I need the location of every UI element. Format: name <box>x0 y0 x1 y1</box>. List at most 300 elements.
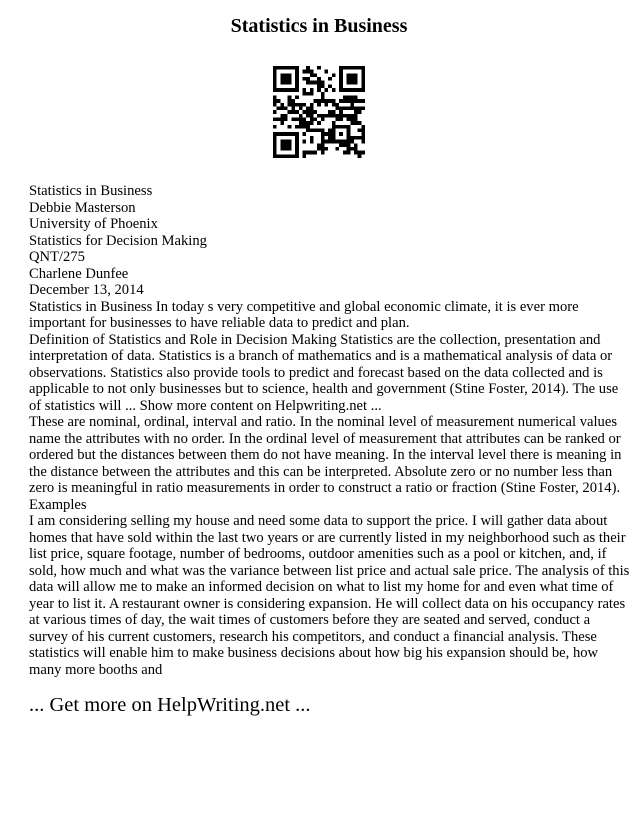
qr-module <box>321 114 325 118</box>
qr-module <box>350 81 354 85</box>
qr-module <box>343 106 347 110</box>
qr-module <box>280 66 284 70</box>
qr-module <box>350 103 354 107</box>
qr-module <box>299 118 303 122</box>
qr-module <box>336 114 340 118</box>
qr-module <box>354 110 358 114</box>
qr-module <box>273 70 277 74</box>
text-line: at various times of day, the wait times of customers before they are seated and served, conduct a <box>29 612 591 628</box>
qr-module <box>317 88 321 92</box>
qr-module <box>317 121 321 125</box>
qr-module <box>288 99 292 103</box>
qr-module <box>343 125 347 129</box>
qr-module <box>325 99 329 103</box>
qr-module <box>317 103 321 107</box>
qr-module <box>273 99 277 103</box>
qr-module <box>299 106 303 110</box>
qr-module <box>302 77 306 81</box>
qr-module <box>339 70 343 74</box>
qr-module <box>284 147 288 151</box>
qr-module <box>347 151 351 155</box>
qr-module <box>306 77 310 81</box>
qr-module <box>273 140 277 144</box>
qr-module <box>273 132 277 136</box>
qr-module <box>284 140 288 144</box>
qr-module <box>343 143 347 147</box>
qr-module <box>288 103 292 107</box>
qr-module <box>284 81 288 85</box>
qr-module <box>280 106 284 110</box>
qr-module <box>347 95 351 99</box>
qr-module <box>347 132 351 136</box>
qr-module <box>310 151 314 155</box>
paragraph-definition <box>29 331 619 415</box>
qr-module <box>361 66 365 70</box>
qr-module <box>302 140 306 144</box>
qr-module <box>317 66 321 70</box>
qr-module <box>332 99 336 103</box>
qr-module <box>347 147 351 151</box>
qr-module <box>339 99 343 103</box>
qr-module <box>284 118 288 122</box>
qr-module <box>306 129 310 133</box>
qr-module <box>280 154 284 158</box>
qr-module <box>328 140 332 144</box>
qr-module <box>288 88 292 92</box>
qr-module <box>339 81 343 85</box>
qr-module <box>306 81 310 85</box>
text-line: homes that have sold within the last two years or are currently listed in my neighborhood such as their <box>29 529 626 546</box>
qr-module <box>313 99 317 103</box>
qr-module <box>284 143 288 147</box>
qr-module <box>325 132 329 136</box>
qr-module <box>325 103 329 107</box>
qr-module <box>358 110 362 114</box>
qr-module <box>332 114 336 118</box>
qr-module <box>347 88 351 92</box>
qr-module <box>277 132 281 136</box>
qr-module <box>273 88 277 92</box>
qr-module <box>273 66 277 70</box>
qr-module <box>284 66 288 70</box>
qr-module <box>350 121 354 125</box>
qr-module <box>347 114 351 118</box>
header-line: Statistics for Decision Making <box>29 232 207 249</box>
qr-module <box>295 77 299 81</box>
qr-module <box>284 106 288 110</box>
qr-module <box>295 81 299 85</box>
text-line: the distance between the attributes and this can be interpreted. Absolute zero or no number less than <box>29 463 613 480</box>
qr-module <box>313 73 317 77</box>
text-line: interpretation of data. Statistics is a branch of mathematics and is a mathematical analysis of data or <box>29 348 613 364</box>
text-line: data will allow me to make an informed decision on what to list my home for and even what time of <box>29 579 614 595</box>
qr-module <box>339 106 343 110</box>
qr-module <box>321 81 325 85</box>
qr-module <box>284 132 288 136</box>
qr-module <box>343 66 347 70</box>
qr-module <box>332 121 336 125</box>
qr-module <box>302 132 306 136</box>
qr-module <box>280 121 284 125</box>
qr-module <box>273 118 277 122</box>
qr-module <box>354 95 358 99</box>
qr-module <box>302 92 306 96</box>
qr-module <box>332 140 336 144</box>
qr-module <box>295 118 299 122</box>
qr-module <box>288 77 292 81</box>
qr-module <box>350 99 354 103</box>
qr-module <box>280 118 284 122</box>
qr-module <box>295 70 299 74</box>
qr-module <box>343 95 347 99</box>
qr-module <box>354 151 358 155</box>
qr-module <box>328 114 332 118</box>
qr-module <box>299 103 303 107</box>
qr-module <box>295 140 299 144</box>
qr-module <box>332 136 336 140</box>
qr-module <box>291 106 295 110</box>
qr-module <box>361 125 365 129</box>
qr-module <box>328 110 332 114</box>
qr-module <box>332 88 336 92</box>
text-line: Statistics in Business In today s very competitive and global economic climate, it is ever more <box>29 298 579 315</box>
text-line: I am considering selling my house and need some data to support the price. I will gather data about <box>29 513 608 529</box>
qr-module <box>288 73 292 77</box>
qr-module <box>358 121 362 125</box>
qr-module <box>361 151 365 155</box>
qr-module <box>291 103 295 107</box>
qr-module <box>343 140 347 144</box>
qr-module <box>339 66 343 70</box>
qr-module <box>302 103 306 107</box>
qr-module <box>321 95 325 99</box>
qr-module <box>288 66 292 70</box>
qr-module <box>295 151 299 155</box>
qr-module <box>313 151 317 155</box>
qr-module <box>321 147 325 151</box>
text-line: These are nominal, ordinal, interval and ratio. In the nominal level of measurement numerical values <box>29 414 617 430</box>
qr-module <box>347 129 351 133</box>
qr-module <box>350 66 354 70</box>
qr-module <box>336 103 340 107</box>
qr-module <box>310 121 314 125</box>
qr-module <box>339 143 343 147</box>
qr-module <box>339 132 343 136</box>
qr-module <box>343 88 347 92</box>
qr-module <box>280 147 284 151</box>
qr-module <box>350 73 354 77</box>
qr-module <box>361 140 365 144</box>
qr-module <box>291 132 295 136</box>
qr-module <box>273 95 277 99</box>
qr-module <box>306 92 310 96</box>
qr-module <box>343 151 347 155</box>
qr-module <box>313 118 317 122</box>
qr-module <box>273 151 277 155</box>
qr-module <box>350 77 354 81</box>
qr-module <box>299 125 303 129</box>
qr-module <box>354 73 358 77</box>
qr-module <box>328 99 332 103</box>
qr-module <box>310 106 314 110</box>
qr-module <box>317 147 321 151</box>
text-line: of statistics will ... Show more content on Helpwriting.net ... <box>29 397 382 414</box>
qr-module <box>358 88 362 92</box>
qr-module <box>288 110 292 114</box>
qr-module <box>332 125 336 129</box>
qr-module <box>291 66 295 70</box>
qr-module <box>347 99 351 103</box>
qr-module <box>277 88 281 92</box>
qr-module <box>328 77 332 81</box>
qr-module <box>295 88 299 92</box>
qr-module <box>325 140 329 144</box>
header-line: December 13, 2014 <box>29 282 144 298</box>
qr-module <box>350 114 354 118</box>
get-more-link[interactable]: ... Get more on HelpWriting.net ... <box>29 694 311 716</box>
page-title: Statistics in Business <box>230 15 408 37</box>
qr-module <box>291 88 295 92</box>
qr-module <box>273 81 277 85</box>
qr-module <box>361 99 365 103</box>
qr-module <box>306 70 310 74</box>
qr-module <box>321 140 325 144</box>
document-body <box>29 183 630 678</box>
qr-module <box>306 106 310 110</box>
qr-module <box>302 154 306 158</box>
qr-module <box>336 118 340 122</box>
qr-module <box>291 110 295 114</box>
text-line: statistics will enable him to make business decisions about how big his expansion should be, how <box>29 645 599 661</box>
text-line: year to list it. A restaurant owner is considering expansion. He will collect data on his occupancy rates <box>29 595 626 612</box>
qr-module <box>325 70 329 74</box>
qr-module <box>354 99 358 103</box>
qr-module <box>291 99 295 103</box>
qr-module <box>313 129 317 133</box>
qr-module <box>347 118 351 122</box>
qr-module <box>361 129 365 133</box>
qr-module <box>280 73 284 77</box>
qr-module <box>361 88 365 92</box>
qr-module <box>339 110 343 114</box>
qr-module <box>295 84 299 88</box>
qr-module <box>339 73 343 77</box>
header-line: Statistics in Business <box>29 183 153 199</box>
qr-module <box>317 77 321 81</box>
qr-module <box>336 106 340 110</box>
text-line: list price, square footage, number of bedrooms, outdoor amenities such as a pool or kitchen, and, if <box>29 546 607 562</box>
qr-module <box>291 154 295 158</box>
qr-module <box>295 143 299 147</box>
qr-module <box>273 154 277 158</box>
qr-module <box>361 84 365 88</box>
qr-code-graphic <box>273 66 365 158</box>
qr-module <box>302 110 306 114</box>
qr-module <box>302 121 306 125</box>
qr-module <box>354 121 358 125</box>
qr-module <box>302 70 306 74</box>
qr-module <box>347 143 351 147</box>
qr-module <box>354 66 358 70</box>
qr-module <box>350 106 354 110</box>
qr-module <box>288 154 292 158</box>
qr-module <box>339 84 343 88</box>
qr-module <box>295 125 299 129</box>
qr-module <box>328 84 332 88</box>
header-line: Charlene Dunfee <box>29 265 129 282</box>
qr-module <box>310 70 314 74</box>
qr-module <box>295 103 299 107</box>
qr-module <box>317 143 321 147</box>
qr-module <box>325 88 329 92</box>
qr-module <box>317 114 321 118</box>
text-line: Definition of Statistics and Role in Decision Making Statistics are the collection, presentation and <box>29 331 601 348</box>
qr-module <box>310 81 314 85</box>
qr-code-image <box>273 66 365 158</box>
qr-module <box>361 77 365 81</box>
qr-module <box>347 66 351 70</box>
qr-module <box>332 132 336 136</box>
qr-module <box>313 81 317 85</box>
qr-module <box>277 118 281 122</box>
qr-module <box>321 151 325 155</box>
qr-module <box>295 110 299 114</box>
qr-module <box>284 77 288 81</box>
qr-module <box>339 88 343 92</box>
text-line: survey of his current customers, research his competitors, and conduct a financial analysis. These <box>29 628 597 645</box>
qr-module <box>295 73 299 77</box>
qr-module <box>325 147 329 151</box>
qr-module <box>273 103 277 107</box>
qr-module <box>299 114 303 118</box>
qr-module <box>310 129 314 133</box>
qr-module <box>280 77 284 81</box>
qr-module <box>313 110 317 114</box>
qr-module <box>273 73 277 77</box>
qr-module <box>350 147 354 151</box>
qr-module <box>295 147 299 151</box>
qr-module <box>358 151 362 155</box>
header-line: University of Phoenix <box>29 216 158 232</box>
qr-module <box>336 125 340 129</box>
qr-module <box>310 92 314 96</box>
qr-module <box>354 143 358 147</box>
paragraph-levels <box>29 414 622 497</box>
qr-module <box>317 129 321 133</box>
qr-module <box>302 151 306 155</box>
qr-module <box>339 77 343 81</box>
qr-module <box>284 114 288 118</box>
qr-module <box>288 147 292 151</box>
qr-module <box>288 143 292 147</box>
qr-module <box>310 118 314 122</box>
qr-module <box>354 136 358 140</box>
qr-module <box>310 103 314 107</box>
qr-module <box>358 106 362 110</box>
qr-module <box>273 84 277 88</box>
qr-module <box>347 81 351 85</box>
qr-module <box>358 154 362 158</box>
qr-module <box>299 121 303 125</box>
qr-module <box>350 118 354 122</box>
qr-module <box>358 129 362 133</box>
qr-module <box>317 99 321 103</box>
qr-module <box>361 70 365 74</box>
qr-module <box>347 140 351 144</box>
qr-module <box>339 140 343 144</box>
qr-module <box>354 114 358 118</box>
qr-module <box>280 88 284 92</box>
qr-module <box>288 125 292 129</box>
qr-module <box>332 129 336 133</box>
qr-module <box>306 114 310 118</box>
qr-module <box>354 118 358 122</box>
qr-module <box>328 136 332 140</box>
qr-module <box>332 103 336 107</box>
qr-module <box>273 125 277 129</box>
qr-module <box>321 84 325 88</box>
qr-module <box>350 88 354 92</box>
qr-module <box>310 136 314 140</box>
qr-module <box>354 147 358 151</box>
qr-module <box>288 132 292 136</box>
qr-module <box>273 136 277 140</box>
qr-module <box>354 106 358 110</box>
qr-module <box>302 118 306 122</box>
qr-module <box>306 110 310 114</box>
qr-module <box>280 132 284 136</box>
qr-module <box>321 99 325 103</box>
qr-module <box>277 99 281 103</box>
qr-module <box>339 125 343 129</box>
qr-module <box>295 66 299 70</box>
qr-module <box>277 106 281 110</box>
qr-module <box>358 136 362 140</box>
text-line: important for businesses to have reliable data to predict and plan. <box>29 315 410 331</box>
qr-module <box>280 103 284 107</box>
text-line: observations. Statistics also provide tools to predict and forecast based on the data collected and is <box>29 364 603 381</box>
qr-module <box>358 66 362 70</box>
paragraph-intro <box>29 299 609 332</box>
header-block <box>29 183 609 299</box>
qr-module <box>284 154 288 158</box>
qr-module <box>350 136 354 140</box>
qr-module <box>354 81 358 85</box>
qr-module <box>339 118 343 122</box>
text-line: many more booths and <box>29 661 163 678</box>
qr-module <box>302 88 306 92</box>
qr-module <box>273 110 277 114</box>
qr-module <box>288 140 292 144</box>
qr-module <box>350 95 354 99</box>
qr-module <box>361 73 365 77</box>
qr-module <box>336 140 340 144</box>
qr-module <box>280 114 284 118</box>
qr-module <box>325 114 329 118</box>
qr-module <box>321 129 325 133</box>
header-line: QNT/275 <box>29 249 85 265</box>
qr-module <box>310 73 314 77</box>
section-heading: Examples <box>29 496 87 513</box>
qr-module <box>273 143 277 147</box>
qr-module <box>321 143 325 147</box>
qr-module <box>347 125 351 129</box>
text-line: name the attributes with no order. In the ordinal level of measurement that attributes can be ranked or <box>29 430 621 447</box>
qr-module <box>321 118 325 122</box>
qr-module <box>277 154 281 158</box>
qr-module <box>280 140 284 144</box>
qr-module <box>284 88 288 92</box>
